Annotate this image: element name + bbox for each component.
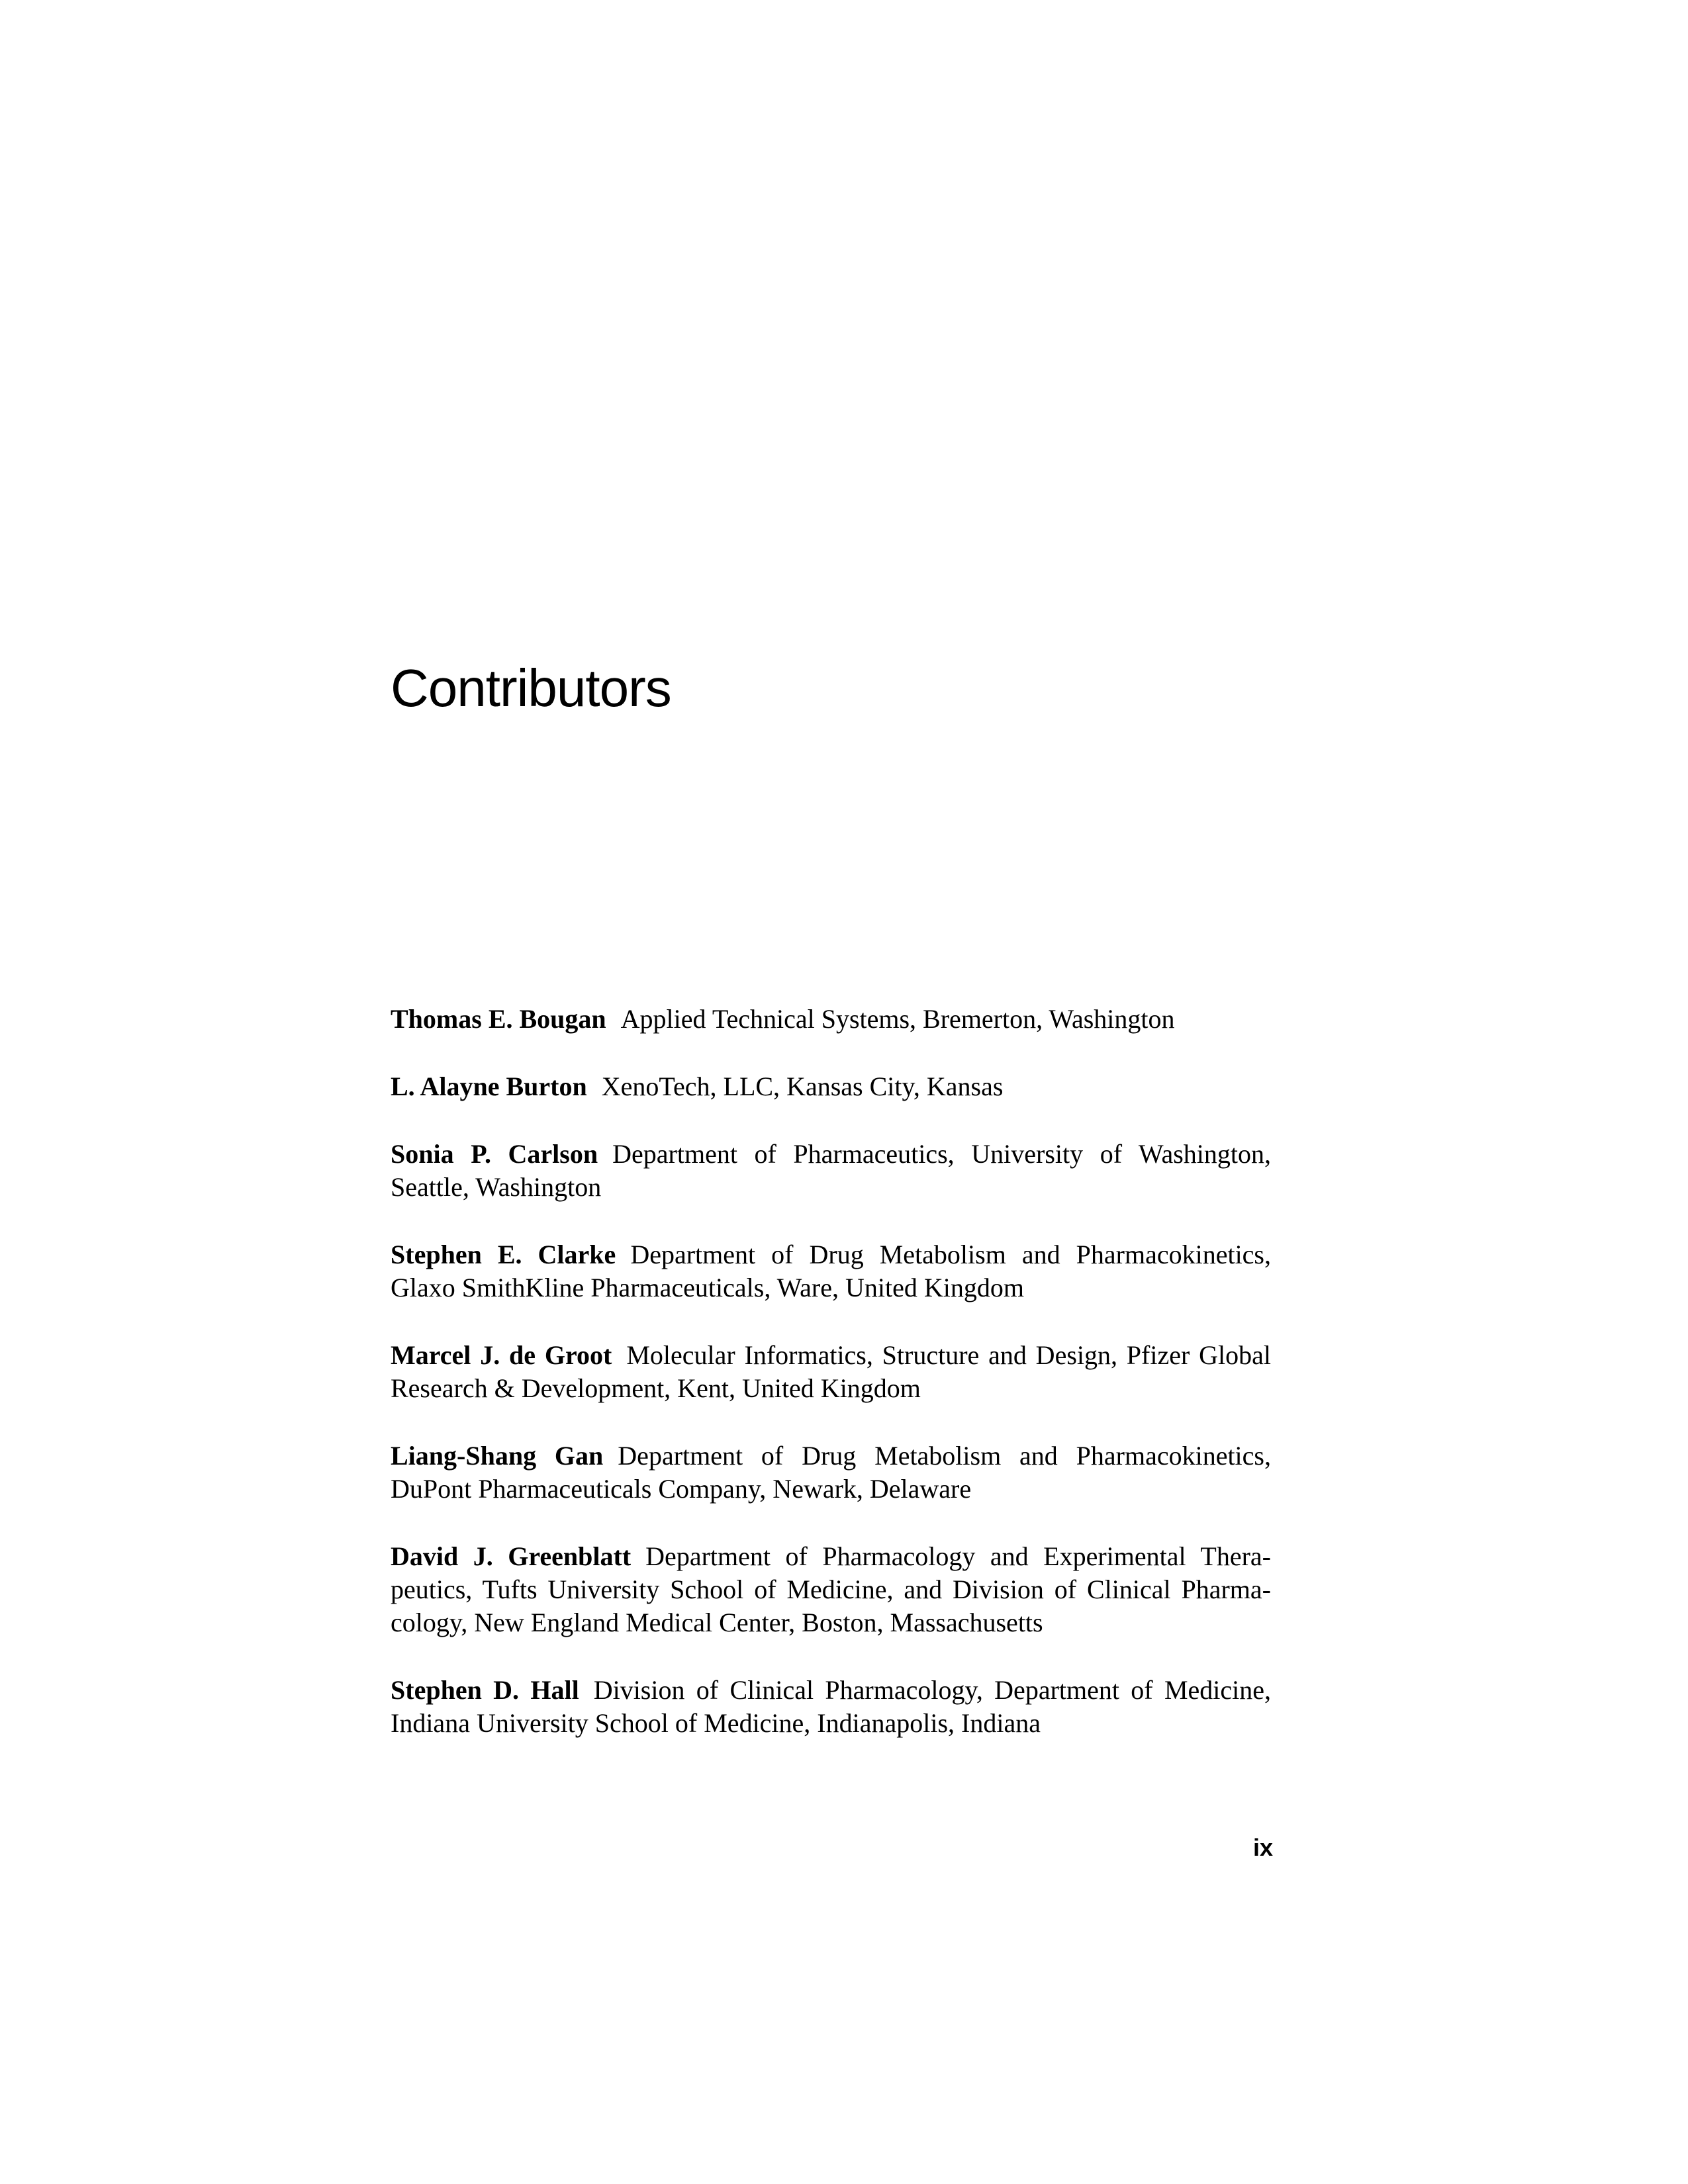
contributor-affiliation: Department of Drug Metabolism and Pharmacokinetics, DuPont Pharmaceuticals Company, Newark, Delaware [391,1441,1271,1504]
contributor-affiliation: Department of Pharmaceutics, University of Washington, Seattle, Washington [391,1139,1272,1202]
contributor-name: David J. Greenblatt [391,1541,632,1571]
contributor-name: L. Alayne Burton [391,1071,587,1101]
contributor-affiliation: Department of Drug Metabolism and Pharmacokinetics, Glaxo SmithKline Pharmaceuticals, Ware, United Kingdom [391,1240,1271,1302]
contributor-affiliation: XenoTech, LLC, Kansas City, Kansas [601,1071,1004,1101]
contributor-name: Marcel J. de Groot [391,1340,612,1370]
page-title: Contributors [391,659,671,717]
contributor-affiliation: Molecular Informatics, Structure and Design, Pfizer Global Research & Development, Kent, United Kingdom [391,1340,1271,1403]
contributor-entry [391,1540,1271,1639]
contributor-affiliation: Department of Pharmacology and Experimental Thera-peutics, Tufts University School of Medicine, and Division of Clinical Pharma-cology, New England Medical Center, Boston, Massachusetts [391,1541,1271,1637]
contributor-entry [391,1003,1271,1036]
contributor-name: Sonia P. Carlson [391,1139,598,1169]
contributor-entry [391,1138,1271,1204]
contributor-entry [391,1674,1271,1740]
contributor-entry [391,1439,1271,1506]
contributor-entry [391,1339,1271,1405]
contributor-name: Stephen D. Hall [391,1675,579,1705]
contributor-name: Stephen E. Clarke [391,1240,616,1269]
contributor-affiliation: Division of Clinical Pharmacology, Department of Medicine, Indiana University School of Medicine, Indianapolis, Indiana [391,1675,1271,1738]
contributor-name: Thomas E. Bougan [391,1004,606,1034]
contributor-entry [391,1238,1271,1304]
contributor-entry [391,1070,1271,1103]
page-number: ix [1252,1834,1273,1861]
contributors-list [391,1003,1271,1774]
contributor-affiliation: Applied Technical Systems, Bremerton, Washington [620,1004,1175,1034]
contributor-name: Liang-Shang Gan [391,1441,604,1471]
